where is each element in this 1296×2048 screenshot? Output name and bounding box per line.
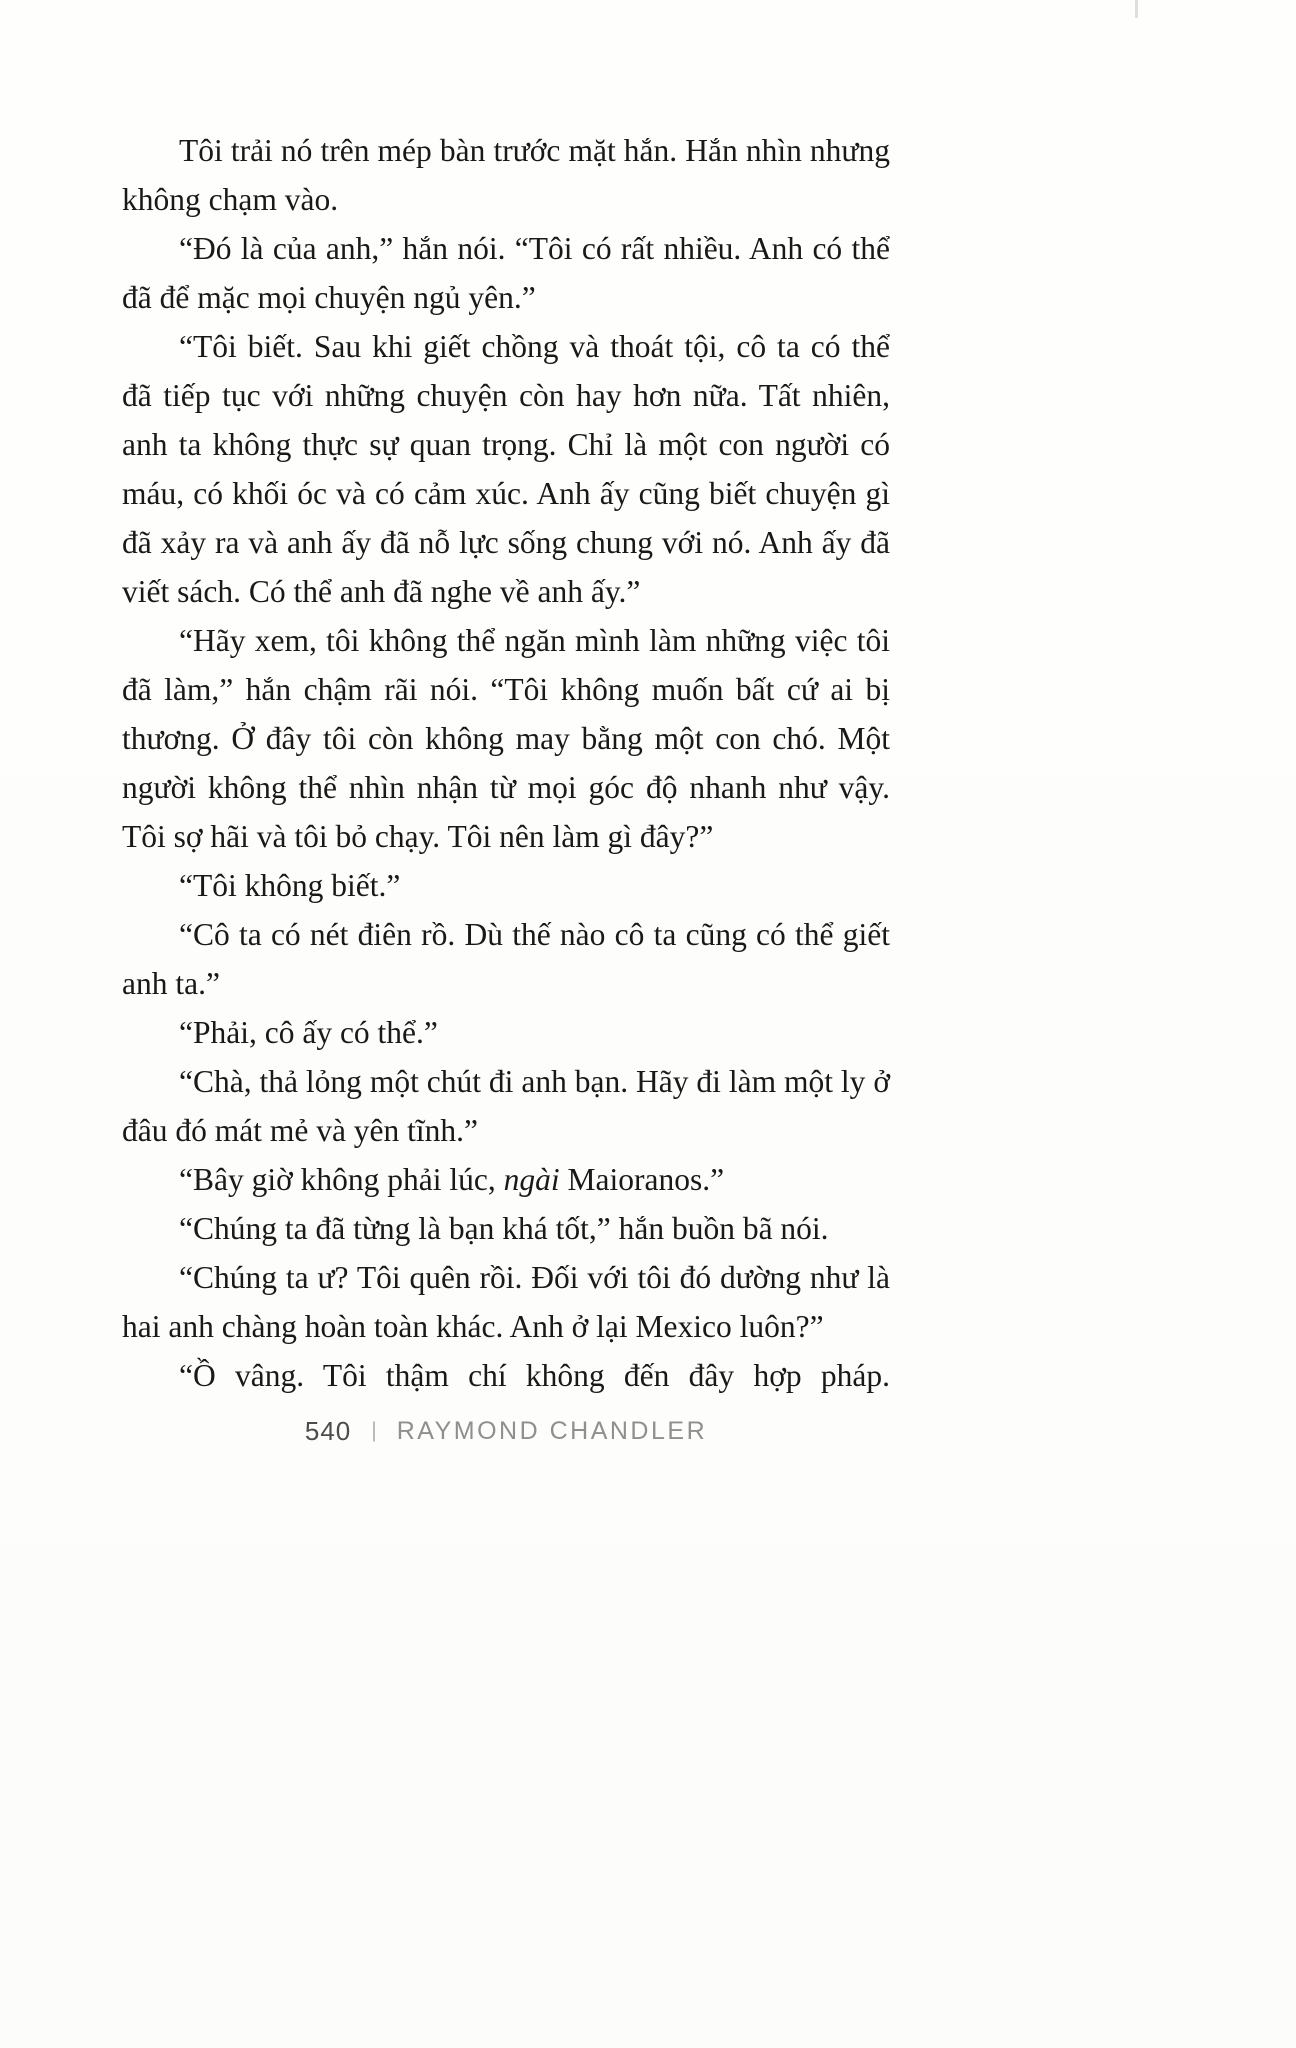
text-segment: “Tôi không biết.” — [179, 868, 401, 903]
text-segment: “Cô ta có nét điên rồ. Dù thế nào cô ta cũng có thể giết anh ta.” — [122, 917, 890, 1001]
paragraph — [122, 910, 890, 1008]
text-segment: “Chà, thả lỏng một chút đi anh bạn. Hãy đi làm một ly ở đâu đó mát mẻ và yên tĩnh.” — [122, 1064, 890, 1148]
paragraph — [122, 1008, 890, 1057]
page-footer — [122, 1416, 890, 1447]
paragraph — [122, 1057, 890, 1155]
text-segment: “Ồ vâng. Tôi thậm chí không đến đây hợp pháp. — [179, 1358, 890, 1393]
text-segment: “Đó là của anh,” hắn nói. “Tôi có rất nhiều. Anh có thể đã để mặc mọi chuyện ngủ yên.” — [122, 231, 890, 315]
paragraph — [122, 224, 890, 322]
text-segment: “Hãy xem, tôi không thể ngăn mình làm những việc tôi đã làm,” hắn chậm rãi nói. “Tôi không muốn bất cứ ai bị thương. Ở đây tôi còn không may bằng một con chó. Một người không thể nhìn nhận từ mọi góc độ nhanh như vậy. Tôi sợ hãi và tôi bỏ chạy. Tôi nên làm gì đây?” — [122, 623, 890, 854]
paragraph — [122, 616, 890, 861]
text-segment: “Tôi biết. Sau khi giết chồng và thoát tội, cô ta có thể đã tiếp tục với những chuyện còn hay hơn nữa. Tất nhiên, anh ta không thực sự quan trọng. Chỉ là một con người có máu, có khối óc và có cảm xúc. Anh ấy cũng biết chuyện gì đã xảy ra và anh ấy đã nỗ lực sống chung với nó. Anh ấy đã viết sách. Có thể anh đã nghe về anh ấy.” — [122, 329, 890, 609]
text-segment: “Chúng ta ư? Tôi quên rồi. Đối với tôi đó dường như là hai anh chàng hoàn toàn khác. Anh ở lại Mexico luôn?” — [122, 1260, 890, 1344]
text-segment: Maioranos.” — [559, 1162, 725, 1197]
paragraph — [122, 1351, 890, 1400]
text-segment: “Phải, cô ấy có thể.” — [179, 1015, 438, 1050]
page-number: 540 — [304, 1416, 352, 1446]
paragraph — [122, 1155, 890, 1204]
text-segment: Tôi trải nó trên mép bàn trước mặt hắn. Hắn nhìn nhưng không chạm vào. — [122, 133, 890, 217]
paragraph — [122, 1253, 890, 1351]
scan-artifact — [1135, 0, 1138, 18]
paragraph — [122, 322, 890, 616]
paragraph — [122, 861, 890, 910]
paragraph — [122, 1204, 890, 1253]
page-text-block — [122, 126, 890, 1400]
text-segment: “Chúng ta đã từng là bạn khá tốt,” hắn buồn bã nói. — [179, 1211, 829, 1246]
paragraph — [122, 126, 890, 224]
footer-separator-icon: | — [371, 1418, 377, 1442]
italic-text-segment: ngài — [503, 1162, 560, 1197]
text-segment: “Bây giờ không phải lúc, — [179, 1162, 504, 1197]
footer-author: RAYMOND CHANDLER — [396, 1417, 708, 1445]
